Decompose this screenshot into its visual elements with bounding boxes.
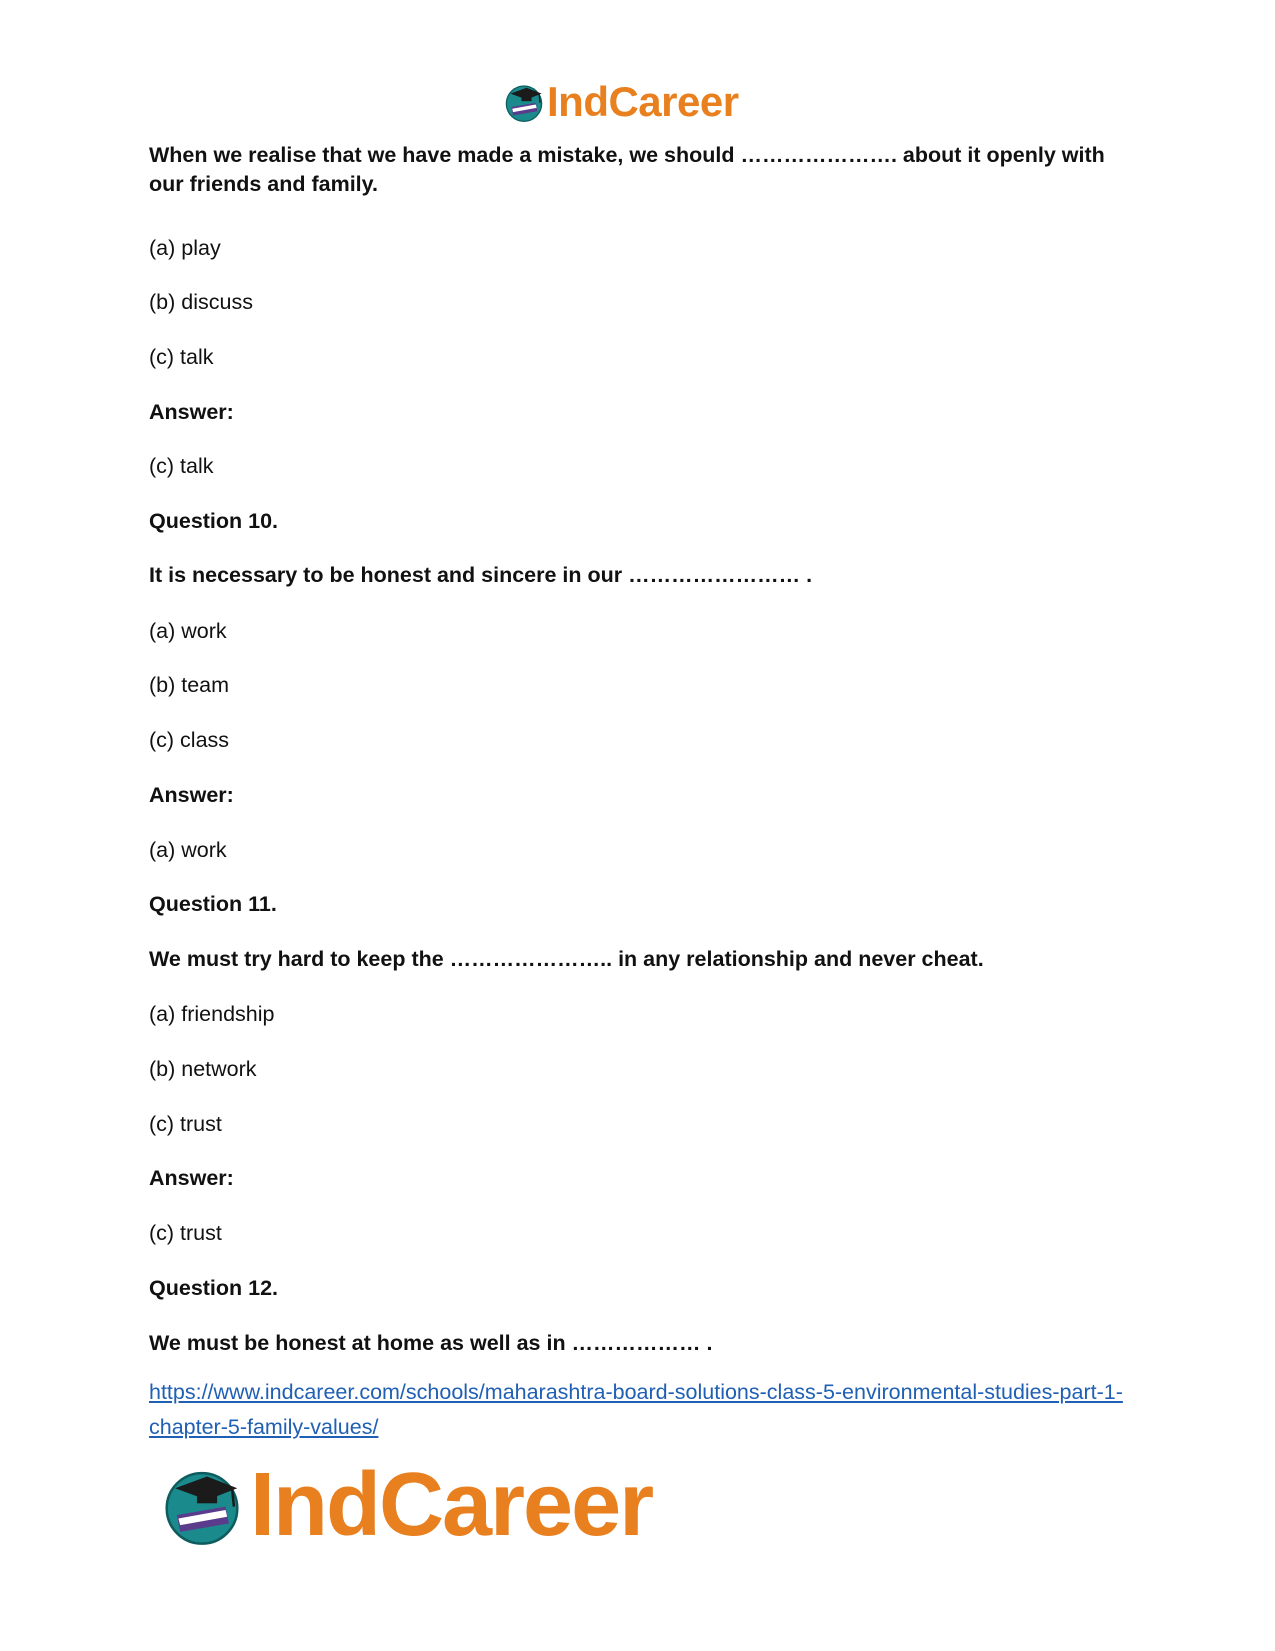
logo-wordmark: IndCareer — [250, 1455, 653, 1555]
question-text: We must be honest at home as well as in ……………… . — [149, 1331, 713, 1355]
option-b: (b) team — [149, 673, 230, 697]
option-c: (c) talk — [149, 345, 214, 369]
option-c: (c) class — [149, 728, 230, 752]
option-a: (a) play — [149, 236, 221, 260]
question-heading: Question 12. — [149, 1276, 279, 1300]
answer-label: Answer: — [149, 1166, 234, 1190]
option-b: (b) discuss — [149, 290, 253, 314]
footer-logo — [160, 1455, 653, 1555]
question-text: When we realise that we have made a mistake, we should …………………. about it openly with our friends and family. — [149, 143, 1105, 196]
question-heading: Question 11. — [149, 892, 277, 916]
option-c: (c) trust — [149, 1112, 222, 1136]
answer-label: Answer: — [149, 400, 234, 424]
answer-label: Answer: — [149, 783, 234, 807]
question-text: It is necessary to be honest and sincere in our …………………… . — [149, 563, 813, 587]
question-heading: Question 10. — [149, 509, 279, 533]
answer-text: (c) talk — [149, 454, 214, 478]
graduation-cap-book-globe-icon — [503, 81, 545, 123]
logo-wordmark: IndCareer — [547, 78, 739, 125]
graduation-cap-book-globe-icon — [160, 1463, 244, 1547]
answer-text: (c) trust — [149, 1221, 222, 1245]
option-a: (a) work — [149, 619, 227, 643]
source-url-link[interactable]: https://www.indcareer.com/schools/maharashtra-board-solutions-class-5-environmental-studies-part-1-chapter-5-family-values/ — [149, 1380, 1123, 1439]
option-a: (a) friendship — [149, 1002, 275, 1026]
option-b: (b) network — [149, 1057, 257, 1081]
question-text: We must try hard to keep the ………………….. in any relationship and never cheat. — [149, 947, 984, 971]
answer-text: (a) work — [149, 838, 227, 862]
header-logo — [503, 78, 739, 126]
